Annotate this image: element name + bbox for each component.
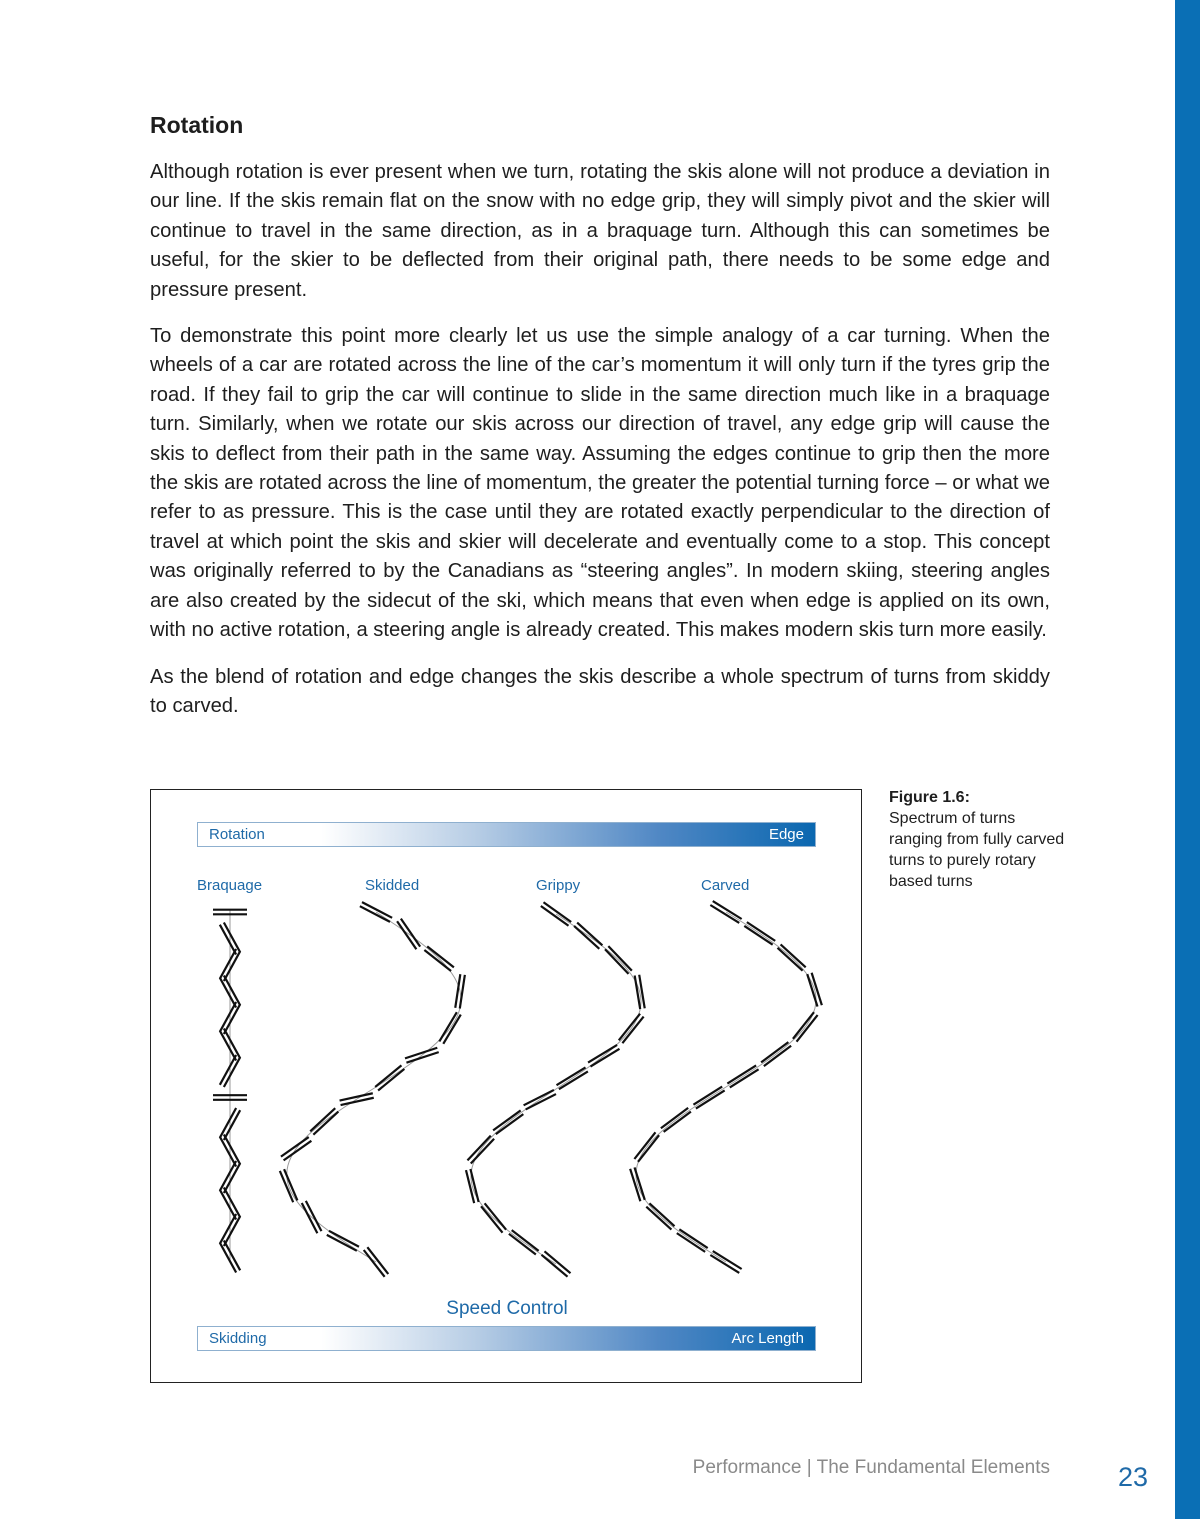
grippy-ski-pair bbox=[512, 1230, 539, 1251]
page-edge-bar bbox=[1175, 0, 1200, 1519]
grippy-ski-pair bbox=[542, 1255, 568, 1277]
carved-ski-pair bbox=[761, 1042, 788, 1062]
grippy-ski-pair bbox=[608, 946, 631, 971]
grippy-ski-pair bbox=[544, 1251, 570, 1273]
carved-ski-pair bbox=[649, 1203, 674, 1226]
paragraph-3: As the blend of rotation and edge changes the skis describe a whole spectrum of turns from skiddy to carved. bbox=[150, 665, 1050, 717]
carved-ski-pair bbox=[781, 944, 806, 967]
grippy-path bbox=[471, 914, 641, 1264]
carved-ski-pair bbox=[812, 973, 822, 1005]
carved-ski-pair bbox=[634, 1132, 655, 1159]
carved-path bbox=[636, 912, 816, 1262]
page-number: 23 bbox=[1118, 1462, 1149, 1492]
figure-caption bbox=[889, 787, 1069, 892]
skidded-path bbox=[287, 912, 461, 1262]
grippy-ski-pair bbox=[577, 923, 602, 946]
skidded-ski-pair bbox=[364, 1250, 385, 1277]
carved-ski-pair bbox=[777, 948, 802, 971]
braquage-label: Braquage bbox=[197, 877, 263, 894]
carved-ski-pair bbox=[797, 1015, 818, 1042]
grippy-ski-pair bbox=[481, 1206, 502, 1232]
skidded-ski-pair bbox=[378, 1069, 404, 1091]
carved-ski-pair bbox=[807, 974, 817, 1006]
carved-ski-pair bbox=[793, 1012, 814, 1039]
carved-ski-pair bbox=[635, 1167, 645, 1199]
speed-control-label: Speed Control bbox=[446, 1298, 568, 1319]
grippy-ski-pair bbox=[605, 949, 628, 974]
main-content bbox=[150, 112, 1050, 738]
grippy-ski-pair bbox=[574, 926, 599, 949]
skidded-ski-pair bbox=[427, 946, 454, 967]
skidding-arc-bar bbox=[197, 1326, 816, 1351]
skidded-ski-pair bbox=[375, 1065, 401, 1087]
caption-title: Figure 1.6: bbox=[889, 789, 970, 806]
grippy-ski-pair bbox=[467, 1136, 490, 1161]
grippy-ski-pair bbox=[471, 1139, 494, 1164]
carved-ski-pair bbox=[664, 1112, 691, 1132]
skidded-ski-pair bbox=[310, 1108, 335, 1131]
section-heading: Rotation bbox=[150, 112, 244, 138]
edge-label: Edge bbox=[768, 826, 804, 843]
skidding-label: Skidding bbox=[209, 1330, 267, 1347]
grippy-ski-pair bbox=[619, 1014, 640, 1041]
turn-diagrams bbox=[151, 790, 863, 1384]
carved-ski-pair bbox=[646, 1207, 671, 1230]
rotation-label: Rotation bbox=[209, 826, 265, 843]
grippy-label: Grippy bbox=[536, 877, 581, 894]
paragraph-1: Although rotation is ever present when we turn, rotating the skis alone will not produce a deviation in our line. If the skis remain flat on the snow with no edge grip, they will simply pivot and the skier will continue to travel in the same direction, as in a braquage turn. Although this can sometimes be useful, for the skier to be deflected from their original path, there needs to be some edge and pressure present. bbox=[150, 161, 1050, 301]
carved-ski-pair bbox=[630, 1169, 640, 1201]
grippy-ski-pair bbox=[509, 1234, 536, 1255]
grippy-ski-pair bbox=[485, 1203, 506, 1229]
carved-ski-pair bbox=[638, 1135, 659, 1162]
running-footer: Performance | The Fundamental Elements bbox=[692, 1457, 1050, 1478]
skidded-label: Skidded bbox=[365, 877, 420, 894]
paragraph-2: To demonstrate this point more clearly let us use the simple analogy of a car turning. When the wheels of a car are rotated across the line of the car’s momentum it will only turn if the tyres grip the road. If they fail to grip the car will continue to slide in the same direction much like in a braquage turn. Similarly, when we rotate our skis across our direction of travel, any edge grip will cause the skis to deflect from their path in the same way. Assuming the edges continue to grip then the more the skis are rotated across the line of momentum, the greater the potential turning force – or what we refer to as pressure. This is the case until they are rotated exactly perpendicular to the direction of travel at which point the skis and skier will decelerate and eventually come to a stop. This concept was originally referred to by the Canadians as “steering angles”. In modern skiing, steering angles are also created by the sidecut of the ski, which means that even when edge is applied on its own, with no active rotation, a steering angle is already created. This makes modern skis turn more easily. bbox=[150, 325, 1050, 642]
arc-length-label: Arc Length bbox=[731, 1330, 804, 1347]
skidded-ski-pair bbox=[313, 1112, 338, 1135]
caption-text: Spectrum of turns ranging from fully carved turns to purely rotary based turns bbox=[889, 810, 1065, 890]
turn-spectrum-figure bbox=[150, 789, 862, 1383]
skidded-ski-pair bbox=[367, 1247, 388, 1274]
grippy-ski-pair bbox=[622, 1017, 643, 1044]
skidded-ski-pair bbox=[424, 950, 451, 971]
carved-ski-pair bbox=[764, 1046, 791, 1066]
carved-ski-pair bbox=[661, 1108, 688, 1128]
carved-label: Carved bbox=[701, 877, 750, 894]
